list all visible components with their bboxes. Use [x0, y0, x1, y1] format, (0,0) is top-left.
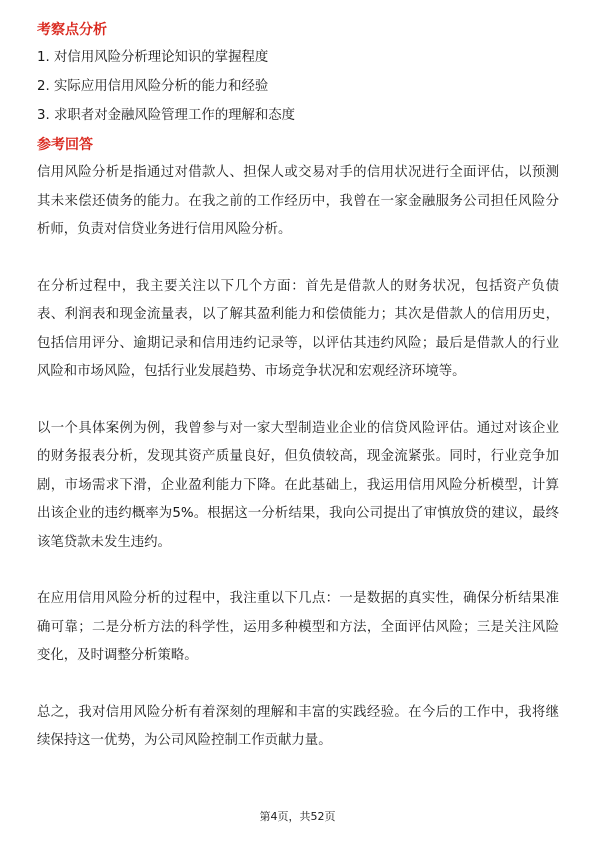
exam-point-item: 1. 对信用风险分析理论知识的掌握程度 — [37, 50, 269, 65]
exam-point-item: 2. 实际应用信用风险分析的能力和经验 — [37, 79, 269, 94]
exam-points-list — [37, 48, 559, 126]
answer-paragraph: 总之，我对信用风险分析有着深刻的理解和丰富的实践经验。在今后的工作中，我将继续保持这一优势，为公司风险控制工作贡献力量。 — [37, 704, 559, 748]
reference-answer-heading: 参考回答 — [37, 137, 93, 153]
answer-paragraph: 信用风险分析是指通过对借款人、担保人或交易对手的信用状况进行全面评估，以预测其未来偿还债务的能力。在我之前的工作经历中，我曾在一家金融服务公司担任风险分析师，负责对信贷业务进行信用风险分析。 — [37, 165, 559, 237]
page-content — [37, 20, 559, 756]
answer-paragraph: 以一个具体案例为例，我曾参与对一家大型制造业企业的信贷风险评估。通过对该企业的财务报表分析，发现其资产质量良好，但负债较高，现金流紧张。同时，行业竞争加剧，市场需求下滑，企业盈利能力下降。在此基础上，我运用信用风险分析模型，计算出该企业的违约概率为5%。根据这一分析结果，我向公司提出了审慎放贷的建议，最终该笔贷款未发生违约。 — [37, 420, 559, 550]
exam-points-heading: 考察点分析 — [37, 22, 107, 38]
exam-point-item: 3. 求职者对金融风险管理工作的理解和态度 — [37, 108, 296, 123]
reference-answer-body — [37, 159, 559, 756]
answer-paragraph: 在应用信用风险分析的过程中，我注重以下几点：一是数据的真实性，确保分析结果准确可靠；二是分析方法的科学性，运用多种模型和方法，全面评估风险；三是关注风险变化，及时调整分析策略。 — [37, 591, 559, 663]
answer-paragraph: 在分析过程中，我主要关注以下几个方面：首先是借款人的财务状况，包括资产负债表、利润表和现金流量表，以了解其盈利能力和偿债能力；其次是借款人的信用历史，包括信用评分、逾期记录和信用违约记录等，以评估其违约风险；最后是借款人的行业风险和市场风险，包括行业发展趋势、市场竞争状况和宏观经济环境等。 — [37, 278, 559, 379]
page-number-footer: 第4页，共52页 — [259, 810, 336, 823]
